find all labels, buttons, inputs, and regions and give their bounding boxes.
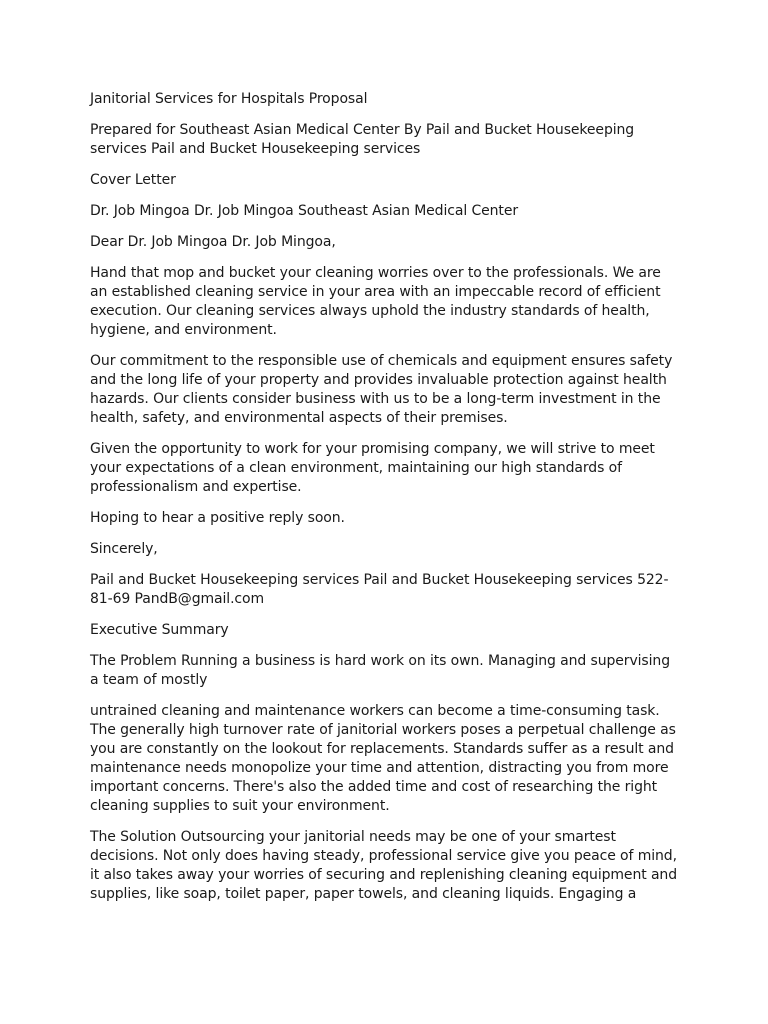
body-paragraph: The Solution Outsourcing your janitorial needs may be one of your smartest decisions. Not only does having steady, professional service give you peace of mind, it also takes away your worries of securing and replenishing cleaning equipment and supplies, like soap, toilet paper, paper towels, and cleaning liquids. Engaging a [90,829,677,902]
sign-off: Sincerely, [90,541,158,557]
recipient-address: Dr. Job Mingoa Dr. Job Mingoa Southeast Asian Medical Center [90,203,518,219]
body-paragraph: Hand that mop and bucket your cleaning worries over to the professionals. We are an established cleaning service in your area with an impeccable record of efficient execution. Our cleaning services always uphold the industry standards of health, hygiene, and environment. [90,265,661,338]
body-paragraph: The Problem Running a business is hard work on its own. Managing and supervising a team of mostly [90,653,670,688]
sender-contact: Pail and Bucket Housekeeping services Pail and Bucket Housekeeping services 522-81-69 PandB@gmail.com [90,572,669,607]
section-heading-executive-summary: Executive Summary [90,622,229,638]
section-heading-cover-letter: Cover Letter [90,172,176,188]
closing-line: Hoping to hear a positive reply soon. [90,510,345,526]
body-paragraph: Our commitment to the responsible use of chemicals and equipment ensures safety and the long life of your property and provides invaluable protection against health hazards. Our clients consider business with us to be a long-term investment in the health, safety, and environmental aspects of their premises. [90,353,673,426]
document-title: Janitorial Services for Hospitals Proposal [90,91,368,107]
body-paragraph: untrained cleaning and maintenance workers can become a time-consuming task. The generally high turnover rate of janitorial workers poses a perpetual challenge as you are constantly on the lookout for replacements. Standards suffer as a result and maintenance needs monopolize your time and attention, distracting you from more important concerns. There's also the added time and cost of researching the right cleaning supplies to suit your environment. [90,703,676,814]
document-page [90,90,680,916]
prepared-for-line: Prepared for Southeast Asian Medical Center By Pail and Bucket Housekeeping services Pail and Bucket Housekeeping services [90,122,635,157]
body-paragraph: Given the opportunity to work for your promising company, we will strive to meet your expectations of a clean environment, maintaining our high standards of professionalism and expertise. [90,441,655,495]
salutation: Dear Dr. Job Mingoa Dr. Job Mingoa, [90,234,336,250]
